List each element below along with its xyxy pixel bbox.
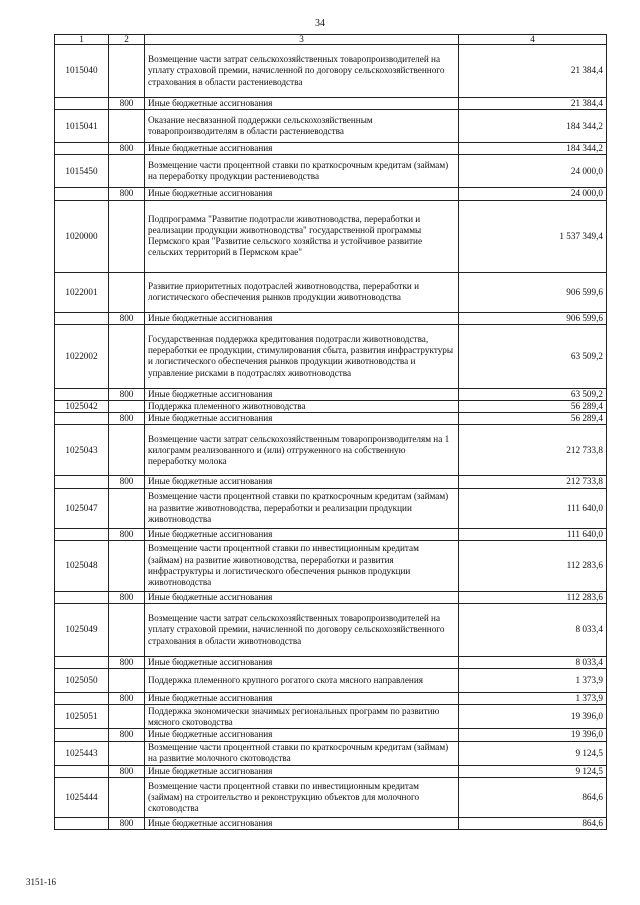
row-code bbox=[55, 188, 109, 200]
table-row bbox=[55, 741, 607, 765]
row-expense-type: 800 bbox=[109, 98, 145, 110]
table-row bbox=[55, 540, 607, 591]
row-expense-type bbox=[109, 705, 145, 729]
row-description: Иные бюджетные ассигнования bbox=[145, 591, 459, 603]
table-row bbox=[55, 143, 607, 155]
row-expense-type bbox=[109, 324, 145, 388]
row-code: 1015041 bbox=[55, 110, 109, 143]
row-code: 1025043 bbox=[55, 425, 109, 476]
row-code: 1025049 bbox=[55, 604, 109, 657]
row-code: 1025443 bbox=[55, 741, 109, 765]
row-code bbox=[55, 388, 109, 400]
table-row bbox=[55, 669, 607, 693]
row-amount: 8 033,4 bbox=[459, 604, 607, 657]
table-row bbox=[55, 604, 607, 657]
header-row bbox=[55, 35, 607, 45]
row-expense-type: 800 bbox=[109, 693, 145, 705]
row-amount: 111 640,0 bbox=[459, 528, 607, 540]
table-row bbox=[55, 413, 607, 425]
table-row bbox=[55, 657, 607, 669]
row-amount: 9 124,5 bbox=[459, 741, 607, 765]
row-expense-type bbox=[109, 488, 145, 528]
row-expense-type: 800 bbox=[109, 765, 145, 777]
row-code bbox=[55, 657, 109, 669]
row-amount: 24 000,0 bbox=[459, 188, 607, 200]
row-code bbox=[55, 765, 109, 777]
row-expense-type: 800 bbox=[109, 591, 145, 603]
row-code: 1022002 bbox=[55, 324, 109, 388]
row-expense-type: 800 bbox=[109, 476, 145, 488]
row-code bbox=[55, 729, 109, 741]
row-expense-type bbox=[109, 540, 145, 591]
row-description: Возмещение части затрат сельскохозяйственным товаропроизводителям на 1 килограмм реализованного и (или) отгруженного на собственную переработку молока bbox=[145, 425, 459, 476]
header-col-1: 1 bbox=[55, 35, 109, 45]
row-amount: 212 733,8 bbox=[459, 476, 607, 488]
row-description: Возмещение части процентной ставки по краткосрочным кредитам (займам) на развитие животноводства, переработки и реализации продукции животноводства bbox=[145, 488, 459, 528]
header-col-4: 4 bbox=[459, 35, 607, 45]
row-description: Иные бюджетные ассигнования bbox=[145, 817, 459, 829]
table-row bbox=[55, 528, 607, 540]
row-expense-type bbox=[109, 401, 145, 413]
table-row bbox=[55, 777, 607, 817]
row-expense-type bbox=[109, 200, 145, 272]
row-code bbox=[55, 528, 109, 540]
row-expense-type: 800 bbox=[109, 657, 145, 669]
row-code: 1025051 bbox=[55, 705, 109, 729]
row-code: 1015040 bbox=[55, 45, 109, 98]
row-code bbox=[55, 476, 109, 488]
row-amount: 184 344,2 bbox=[459, 143, 607, 155]
table-row bbox=[55, 45, 607, 98]
row-description: Возмещение части затрат сельскохозяйственных товаропроизводителей на уплату страховой премии, начисленной по договору сельскохозяйственного страхования в области животноводства bbox=[145, 604, 459, 657]
row-amount: 906 599,6 bbox=[459, 272, 607, 312]
row-description: Возмещение части затрат сельскохозяйственных товаропроизводителей на уплату страховой премии, начисленной по договору сельскохозяйственного страхования в области растениеводства bbox=[145, 45, 459, 98]
row-expense-type: 800 bbox=[109, 413, 145, 425]
row-code: 1025047 bbox=[55, 488, 109, 528]
page-number: 34 bbox=[315, 18, 325, 29]
table-row bbox=[55, 155, 607, 188]
row-amount: 112 283,6 bbox=[459, 540, 607, 591]
row-description: Иные бюджетные ассигнования bbox=[145, 657, 459, 669]
row-code bbox=[55, 143, 109, 155]
table-row bbox=[55, 388, 607, 400]
row-amount: 8 033,4 bbox=[459, 657, 607, 669]
table-row bbox=[55, 476, 607, 488]
row-expense-type bbox=[109, 425, 145, 476]
row-amount: 1 373,9 bbox=[459, 693, 607, 705]
table-row bbox=[55, 765, 607, 777]
row-expense-type: 800 bbox=[109, 729, 145, 741]
row-amount: 864,6 bbox=[459, 777, 607, 817]
row-code: 1022001 bbox=[55, 272, 109, 312]
row-expense-type bbox=[109, 155, 145, 188]
row-description: Оказание несвязанной поддержки сельскохозяйственным товаропроизводителям в области растениеводства bbox=[145, 110, 459, 143]
table-row bbox=[55, 488, 607, 528]
row-description: Поддержка племенного крупного рогатого скота мясного направления bbox=[145, 669, 459, 693]
row-expense-type: 800 bbox=[109, 388, 145, 400]
table-row bbox=[55, 110, 607, 143]
row-amount: 63 509,2 bbox=[459, 324, 607, 388]
header-col-3: 3 bbox=[145, 35, 459, 45]
row-amount: 63 509,2 bbox=[459, 388, 607, 400]
row-amount: 24 000,0 bbox=[459, 155, 607, 188]
row-description: Иные бюджетные ассигнования bbox=[145, 188, 459, 200]
row-amount: 1 537 349,4 bbox=[459, 200, 607, 272]
row-expense-type: 800 bbox=[109, 312, 145, 324]
row-description: Возмещение части процентной ставки по инвестиционным кредитам (займам) на строительство и реконструкцию объектов для молочного скотоводства bbox=[145, 777, 459, 817]
row-description: Иные бюджетные ассигнования bbox=[145, 693, 459, 705]
table-row bbox=[55, 324, 607, 388]
table-row bbox=[55, 272, 607, 312]
row-expense-type bbox=[109, 45, 145, 98]
table-row bbox=[55, 817, 607, 829]
row-description: Возмещение части процентной ставки по краткосрочным кредитам (займам) на развитие молочного скотоводства bbox=[145, 741, 459, 765]
row-amount: 56 289,4 bbox=[459, 413, 607, 425]
row-expense-type bbox=[109, 669, 145, 693]
row-description: Поддержка экономически значимых региональных программ по развитию мясного скотоводства bbox=[145, 705, 459, 729]
row-expense-type bbox=[109, 110, 145, 143]
row-expense-type bbox=[109, 604, 145, 657]
row-code: 1015450 bbox=[55, 155, 109, 188]
row-code: 1025444 bbox=[55, 777, 109, 817]
table-row bbox=[55, 693, 607, 705]
row-description: Возмещение части процентной ставки по инвестиционным кредитам (займам) на развитие животноводства, переработки и развития инфраструктуры и логистического обеспечения рынков продукции животноводства bbox=[145, 540, 459, 591]
table-row bbox=[55, 705, 607, 729]
row-description: Развитие приоритетных подотраслей животноводства, переработки и логистического обеспечения рынков продукции животноводства bbox=[145, 272, 459, 312]
table-row bbox=[55, 591, 607, 603]
row-description: Иные бюджетные ассигнования bbox=[145, 98, 459, 110]
row-amount: 111 640,0 bbox=[459, 488, 607, 528]
row-code bbox=[55, 591, 109, 603]
table-row bbox=[55, 188, 607, 200]
table-body bbox=[55, 45, 607, 830]
row-description: Иные бюджетные ассигнования bbox=[145, 388, 459, 400]
row-code bbox=[55, 312, 109, 324]
row-code bbox=[55, 413, 109, 425]
row-code bbox=[55, 817, 109, 829]
row-amount: 21 384,4 bbox=[459, 98, 607, 110]
row-code: 1025050 bbox=[55, 669, 109, 693]
row-amount: 184 344,2 bbox=[459, 110, 607, 143]
row-amount: 9 124,5 bbox=[459, 765, 607, 777]
row-description: Иные бюджетные ассигнования bbox=[145, 476, 459, 488]
row-code bbox=[55, 693, 109, 705]
row-description: Иные бюджетные ассигнования bbox=[145, 528, 459, 540]
table-row bbox=[55, 401, 607, 413]
row-description: Иные бюджетные ассигнования bbox=[145, 413, 459, 425]
row-expense-type bbox=[109, 272, 145, 312]
budget-table bbox=[54, 34, 607, 830]
footer-code: 3151-16 bbox=[26, 877, 56, 887]
row-amount: 906 599,6 bbox=[459, 312, 607, 324]
row-expense-type bbox=[109, 741, 145, 765]
row-expense-type: 800 bbox=[109, 143, 145, 155]
row-code: 1025048 bbox=[55, 540, 109, 591]
row-code bbox=[55, 98, 109, 110]
row-description: Возмещение части процентной ставки по краткосрочным кредитам (займам) на переработку продукции растениеводства bbox=[145, 155, 459, 188]
row-expense-type: 800 bbox=[109, 528, 145, 540]
table-row bbox=[55, 729, 607, 741]
table-row bbox=[55, 200, 607, 272]
row-amount: 19 396,0 bbox=[459, 705, 607, 729]
row-description: Иные бюджетные ассигнования bbox=[145, 765, 459, 777]
row-amount: 112 283,6 bbox=[459, 591, 607, 603]
row-amount: 21 384,4 bbox=[459, 45, 607, 98]
row-description: Иные бюджетные ассигнования bbox=[145, 143, 459, 155]
row-code: 1020000 bbox=[55, 200, 109, 272]
row-amount: 56 289,4 bbox=[459, 401, 607, 413]
row-description: Иные бюджетные ассигнования bbox=[145, 312, 459, 324]
row-description: Иные бюджетные ассигнования bbox=[145, 729, 459, 741]
row-description: Поддержка племенного животноводства bbox=[145, 401, 459, 413]
row-description: Подпрограмма "Развитие подотрасли животноводства, переработки и реализации продукции животноводства" государственной программы Пермского края "Развитие сельского хозяйства и устойчивое развитие сельских территорий в Пермском крае" bbox=[145, 200, 459, 272]
table-row bbox=[55, 98, 607, 110]
row-description: Государственная поддержка кредитования подотрасли животноводства, переработки ее продукции, стимулирования сбыта, развития инфраструктуры и логистического обеспечения рынков продукции животноводства и управление рисками в подотраслях животноводства bbox=[145, 324, 459, 388]
row-amount: 1 373,9 bbox=[459, 669, 607, 693]
row-amount: 212 733,8 bbox=[459, 425, 607, 476]
row-amount: 19 396,0 bbox=[459, 729, 607, 741]
row-amount: 864,6 bbox=[459, 817, 607, 829]
row-expense-type: 800 bbox=[109, 188, 145, 200]
header-col-2: 2 bbox=[109, 35, 145, 45]
row-code: 1025042 bbox=[55, 401, 109, 413]
table-row bbox=[55, 425, 607, 476]
row-expense-type: 800 bbox=[109, 817, 145, 829]
table-row bbox=[55, 312, 607, 324]
row-expense-type bbox=[109, 777, 145, 817]
